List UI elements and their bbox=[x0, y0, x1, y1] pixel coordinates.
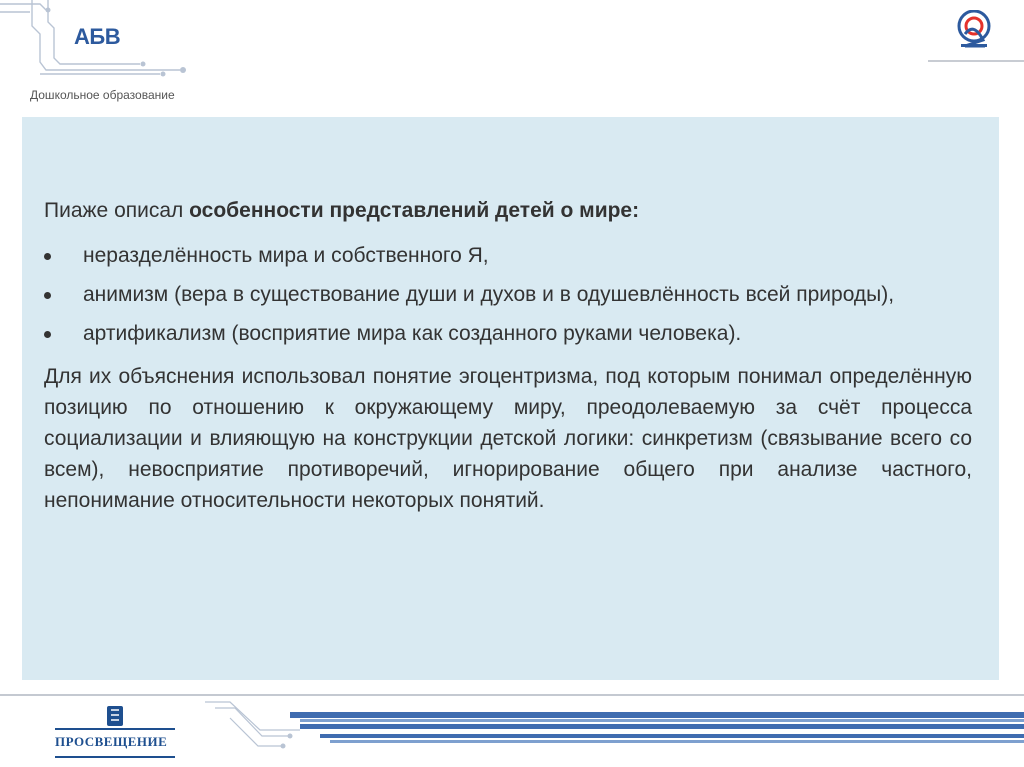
bullet-icon bbox=[44, 292, 51, 299]
abv-logo bbox=[74, 24, 120, 50]
bullet-list bbox=[44, 240, 972, 349]
bullet-text: нераздeлённость мира и собственного Я, bbox=[83, 244, 489, 267]
bullet-text: анимизм (вера в существование души и духов и в одушевлённость всей природы), bbox=[83, 283, 895, 306]
header-subtitle: Дошкольное образование bbox=[30, 88, 175, 102]
list-item bbox=[44, 318, 972, 349]
bullet-text: артификализм (восприятие мира как созданного руками человека). bbox=[83, 322, 742, 345]
bullet-icon bbox=[44, 253, 51, 260]
intro-plain-text: Пиаже описал bbox=[44, 199, 190, 222]
logo-text: АБВ bbox=[74, 24, 121, 49]
bullet-icon bbox=[44, 331, 51, 338]
intro-line bbox=[44, 195, 972, 226]
list-item bbox=[44, 240, 972, 271]
footer-divider bbox=[0, 694, 1024, 696]
explanation-paragraph: Для их объяснения использовал понятие эгоцентризма, под которым понимал определённую позицию по отношению к окружающему миру, преодолеваемую за счёт процесса социализации и влияющую на конструкции детской логики: синкретизм (связывание всего со всем), невосприятие противоречий, игнорирование общего при анализе частного, непонимание относительности некоторых понятий. bbox=[44, 365, 972, 512]
list-item bbox=[44, 279, 972, 310]
header-divider bbox=[928, 60, 1024, 62]
publisher-emblem-icon bbox=[955, 10, 993, 54]
publisher-name: ПРОСВЕЩЕНИЕ bbox=[55, 734, 168, 749]
main-content bbox=[44, 195, 972, 516]
intro-bold-text: особенности представлений детей о мире: bbox=[189, 199, 640, 222]
